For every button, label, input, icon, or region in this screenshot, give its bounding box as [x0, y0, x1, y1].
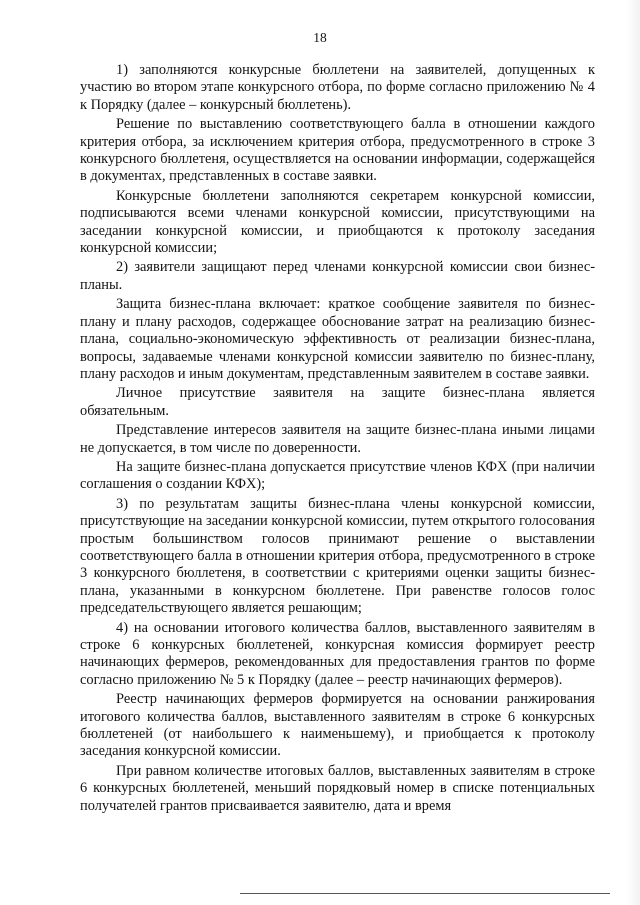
paragraph-11: Реестр начинающих фермеров формируется на основании ранжирования итогового количества баллов, выставленного заявителям в строке 6 конкурсных бюллетеней (от наибольшего к наименьшему), и приобщается к протоколу заседания конкурсной комиссии. [80, 691, 595, 760]
paragraph-10: 4) на основании итогового количества баллов, выставленного заявителям в строке 6 конкурсных бюллетеней, конкурсная комиссия формирует реестр начинающих фермеров, рекомендованных для предоставления грантов по форме согласно приложению № 5 к Порядку (далее – реестр начинающих фермеров). [80, 619, 595, 688]
paragraph-7: Представление интересов заявителя на защите бизнес-плана иными лицами не допускается, в том числе по доверенности. [80, 422, 595, 456]
document-body [80, 62, 595, 817]
paragraph-2: Решение по выставлению соответствующего балла в отношении каждого критерия отбора, за исключением критерия отбора, предусмотренного в строке 3 конкурсного бюллетеня, осуществляется на основании информации, содержащейся в документах, представленных в составе заявки. [80, 116, 595, 185]
paragraph-8: На защите бизнес-плана допускается присутствие членов КФХ (при наличии соглашения о создании КФХ); [80, 458, 595, 493]
paragraph-5: Защита бизнес-плана включает: краткое сообщение заявителя по бизнес-плану и плану расходов, содержащее обоснование затрат на реализацию бизнес-плана, социально-экономическую эффективность от реализации бизнес-плана, вопросы, задаваемые членами конкурсной комиссии заявителю по бизнес-плану, плану расходов и иным документам, представленным заявителем в составе заявки. [80, 296, 595, 382]
paragraph-12: При равном количестве итоговых баллов, выставленных заявителям в строке 6 конкурсных бюллетеней, меньший порядковый номер в списке потенциальных получателей грантов присваивается заявителю, дата и время [80, 762, 595, 814]
page-bottom-rule [240, 893, 610, 894]
scan-edge-shadow [626, 0, 640, 905]
paragraph-4: 2) заявители защищают перед членами конкурсной комиссии свои бизнес-планы. [80, 259, 595, 293]
paragraph-1: 1) заполняются конкурсные бюллетени на заявителей, допущенных к участию во втором этапе конкурсного отбора, по форме согласно приложению № 4 к Порядку (далее – конкурсный бюллетень). [80, 62, 595, 113]
paragraph-6: Личное присутствие заявителя на защите бизнес-плана является обязательным. [80, 385, 595, 419]
paragraph-9: 3) по результатам защиты бизнес-плана члены конкурсной комиссии, присутствующие на заседании конкурсной комиссии, путем открытого голосования простым большинством голосов принимают решение о выставлении соответствующего балла в отношении критерия отбора, предусмотренного в строке 3 конкурсного бюллетеня, в соответствии с критериями оценки защиты бизнес-плана, указанными в конкурсном бюллетене. При равенстве голосов голос председательствующего является решающим; [80, 495, 595, 617]
paragraph-3: Конкурсные бюллетени заполняются секретарем конкурсной комиссии, подписываются всеми членами конкурсной комиссии, присутствующими на заседании конкурсной комиссии, и приобщаются к протоколу заседания конкурсной комиссии; [80, 187, 595, 257]
page-number: 18 [313, 30, 327, 45]
